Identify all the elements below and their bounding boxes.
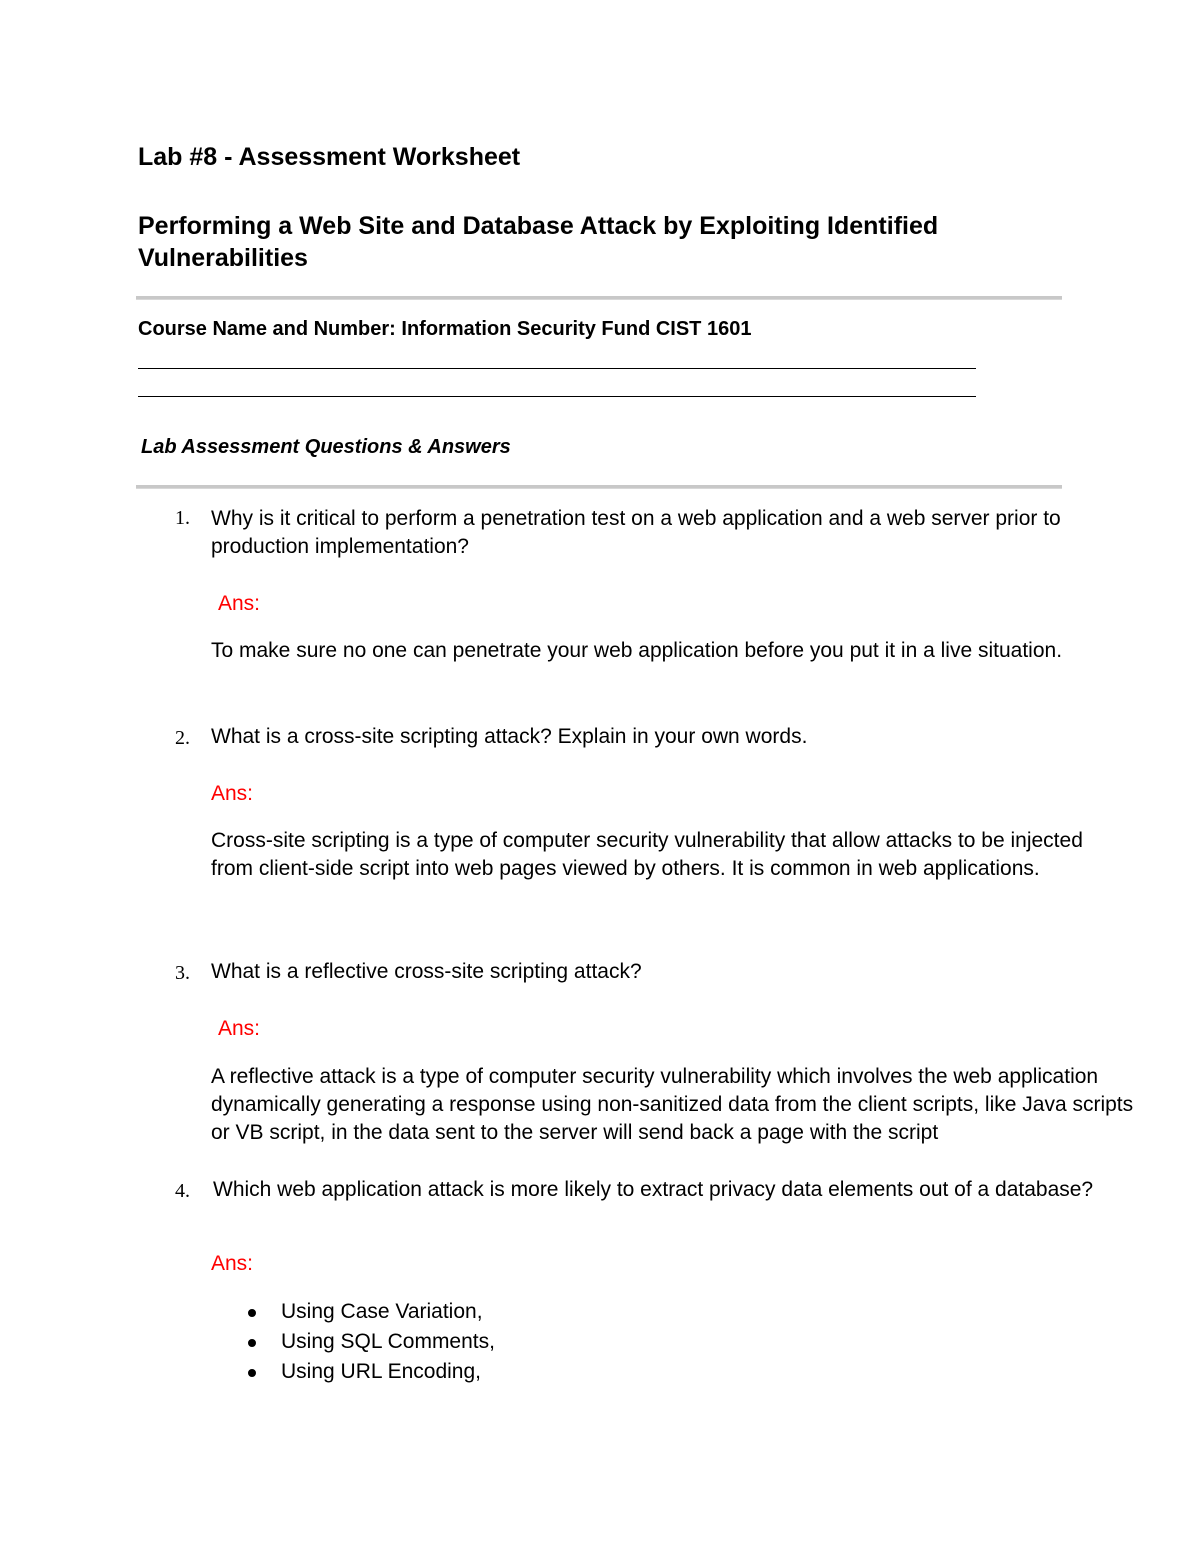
answer-label: Ans: [218, 592, 261, 615]
lab-title: Lab #8 - Assessment Worksheet [138, 143, 521, 171]
answer-bullet-list [244, 1297, 495, 1387]
question-text: Which web application attack is more likely to extract privacy data elements out of a database? [213, 1178, 1094, 1201]
list-item-text: Using SQL Comments, [281, 1330, 495, 1353]
list-item [244, 1357, 495, 1387]
list-item-text: Using Case Variation, [281, 1300, 483, 1323]
bullet-icon [248, 1369, 256, 1377]
section-heading: Lab Assessment Questions & Answers [141, 436, 511, 458]
question-number: 1. [175, 507, 190, 529]
answer-text: Cross-site scripting is a type of computer security vulnerability that allow attacks to be injected from client-side script into web pages viewed by others. It is common in web applications. [211, 829, 1083, 880]
bullet-icon [248, 1309, 256, 1317]
top-divider [136, 296, 1062, 300]
blank-line-2 [138, 396, 976, 397]
answer-text: A reflective attack is a type of computer security vulnerability which involves the web application dynamically generating a response using non-sanitized data from the client scripts, like Java scripts or VB script, in the data sent to the server will send back a page with the script [211, 1065, 1134, 1144]
answer-label: Ans: [211, 782, 254, 805]
bullet-icon [248, 1339, 256, 1347]
question-text: What is a reflective cross-site scripting attack? [211, 960, 642, 983]
answer-label: Ans: [211, 1252, 254, 1275]
question-number: 3. [175, 962, 190, 984]
list-item [244, 1327, 495, 1357]
question-text: Why is it critical to perform a penetration test on a web application and a web server prior to production implementation? [211, 507, 1061, 558]
question-number: 4. [175, 1180, 190, 1202]
question-text: What is a cross-site scripting attack? Explain in your own words. [211, 725, 808, 748]
course-name-number: Course Name and Number: Information Security Fund CIST 1601 [138, 318, 752, 340]
worksheet-subtitle: Performing a Web Site and Database Attack by Exploiting Identified Vulnerabilities [138, 212, 939, 272]
list-item-text: Using URL Encoding, [281, 1360, 481, 1383]
section-divider [136, 485, 1062, 489]
list-item [244, 1297, 495, 1327]
answer-text: To make sure no one can penetrate your web application before you put it in a live situation. [211, 639, 1063, 662]
blank-line-1 [138, 368, 976, 369]
answer-label: Ans: [218, 1017, 261, 1040]
question-number: 2. [175, 727, 190, 749]
